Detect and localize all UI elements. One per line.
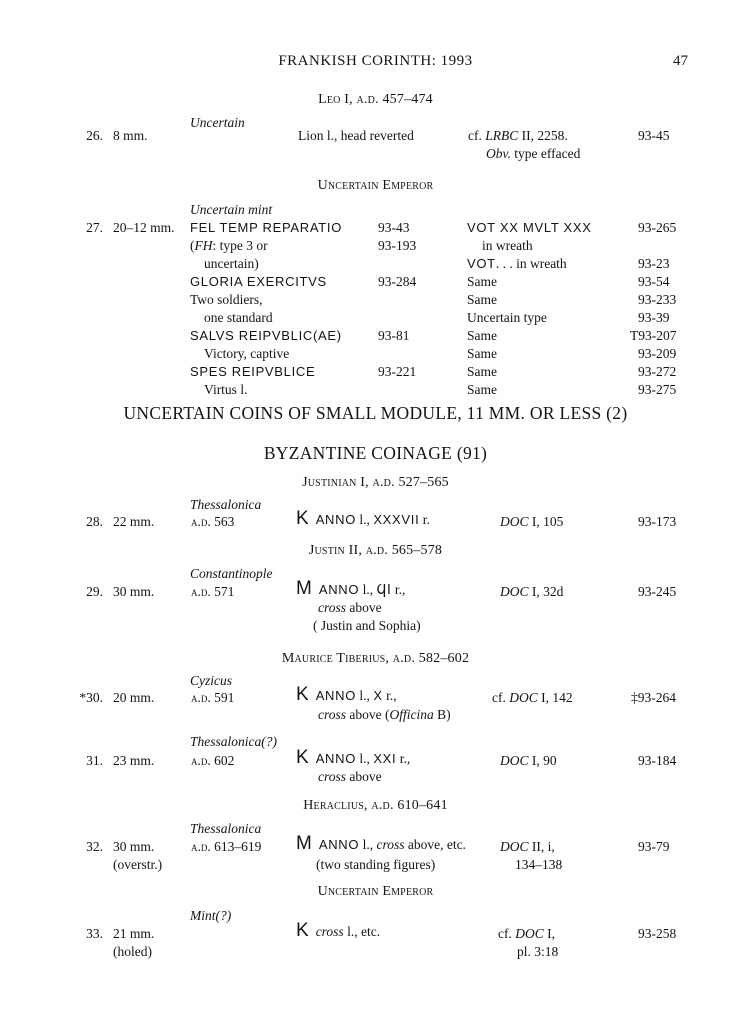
note-text: : type 3 or [212,238,268,253]
note-abbrev: cross [318,600,347,615]
page-number: 47 [673,53,688,69]
legend-text: l., [359,837,377,852]
excavation-number: 93-23 [638,256,670,271]
reverse-description [296,579,405,600]
legend-text: l., [356,512,374,527]
coin-legend: ANNO [318,837,360,852]
entry-number: 26. [86,128,103,143]
reverse-description [296,834,466,854]
obverse-description: Lion l., head reverted [298,128,414,143]
denomination-mark: K [296,920,309,941]
entry-number: 29. [86,584,103,599]
type-note: Two soldiers, [190,292,263,307]
reference-line2: pl. 3:18 [517,944,559,959]
ruler-heading-uncertain-emperor: Uncertain Emperor [317,178,434,193]
catalog-reference [500,514,563,530]
type-note: Victory, captive [204,346,290,361]
coin-legend: SALVS REIPVBLIC(AE) [190,328,342,343]
ruler-heading-justin-ii: Justin II, a.d. 565–578 [308,543,443,558]
reference-abbrev: DOC [500,514,529,529]
type-note: Virtus l. [204,382,248,397]
note-text: . . . in wreath [495,256,567,271]
catalog-reference [500,839,555,855]
note-abbrev: FH [194,238,213,253]
coin-legend: ANNO [315,512,357,527]
excavation-number: 93-265 [638,220,677,235]
reference-prefix: cf. [492,690,510,705]
reference-text: I, 32d [528,584,564,599]
catalog-reference-line2 [486,146,580,162]
coin-size: 21 mm. [113,926,155,941]
coin-size: 30 mm. [113,584,155,599]
excavation-number: 93-45 [638,128,670,143]
excavation-number: 93-54 [638,274,670,289]
reference-text: type effaced [510,146,581,161]
reverse-description [296,509,430,529]
section-heading-byzantine: BYZANTINE COINAGE (91) [263,443,488,463]
note-text: B) [433,707,451,722]
excavation-number: 93-272 [638,364,677,379]
reverse-description: Same [467,328,497,343]
excavation-number: 93-233 [638,292,677,307]
type-note: uncertain) [204,256,259,271]
date-label: a.d. 613–619 [191,839,262,854]
description-line2 [318,707,451,723]
excavation-number: 93-43 [378,220,410,235]
mint-label: Thessalonica [190,821,262,836]
excavation-number: 93-275 [638,382,677,397]
reference-abbrev: DOC [500,753,529,768]
reference-abbrev: DOC [509,690,538,705]
note-text: above [346,600,382,615]
coin-legend: ANNO [315,688,357,703]
excavation-number: 93-184 [638,753,677,768]
note-text: above ( [346,707,390,722]
reverse-description: Same [467,274,497,289]
coin-size-note: (overstr.) [113,857,163,872]
reference-text: I, 105 [528,514,564,529]
running-head-title: FRANKISH CORINTH: 1993 [278,53,473,69]
excavation-number: 93-193 [378,238,417,253]
mint-label: Uncertain [190,115,245,130]
excavation-number: 93-39 [638,310,670,325]
mint-label: Constantinople [190,566,273,581]
ruler-heading-justinian: Justinian I, a.d. 527–565 [302,475,449,490]
note-text: above [346,769,382,784]
reverse-description [296,748,410,768]
reference-text: I, 142 [537,690,573,705]
legend-text: l., [356,751,374,766]
excavation-number: 93-221 [378,364,417,379]
reference-prefix: cf. [468,128,486,143]
reverse-description [467,256,567,272]
excavation-number: 93-245 [638,584,677,599]
ruler-heading-maurice: Maurice Tiberius, a.d. 582–602 [281,651,470,666]
reference-text: I, [543,926,556,941]
coin-size: 30 mm. [113,839,155,854]
reference-abbrev: DOC [515,926,544,941]
legend-text: r., [382,688,397,703]
catalog-reference [500,753,557,769]
note-abbrev: cross [318,707,347,722]
mint-label: Mint(?) [190,908,232,923]
coin-size-note: (holed) [113,944,152,959]
legend-text: above, etc. [404,837,466,852]
denomination-mark: K [296,508,309,529]
excavation-number: 93-258 [638,926,677,941]
regnal-year-numeral: ϤI [376,583,392,598]
section-heading-small-module: UNCERTAIN COINS OF SMALL MODULE, 11 MM. OR LESS (2) [123,403,628,423]
reference-line2: 134–138 [515,857,563,872]
mint-label: Uncertain mint [190,202,273,217]
reverse-description: Same [467,292,497,307]
excavation-number: T93-207 [630,328,677,343]
note-text: ( [190,238,195,253]
reference-abbrev: DOC [500,839,529,854]
mint-label: Thessalonica(?) [190,734,277,749]
mint-label: Thessalonica [190,497,262,512]
reference-text: II, 2258. [518,128,568,143]
reference-abbrev: LRBC [485,128,519,143]
coin-legend: GLORIA EXERCITVS [190,274,327,289]
denomination-mark: K [296,747,309,768]
ruler-heading-leo: Leo I, a.d. 457–474 [318,92,433,107]
coin-legend: SPES REIPVBLICE [190,364,316,379]
note-abbrev: Officina [389,707,434,722]
entry-number: 32. [86,839,103,854]
reverse-description: Same [467,346,497,361]
denomination-mark: M [296,833,312,854]
catalog-reference [500,584,563,600]
denomination-mark: M [296,578,312,599]
regnal-year-numeral: XXXVII [373,512,420,527]
reference-abbrev: Obv. [486,146,511,161]
type-note [190,238,268,254]
coin-size: 23 mm. [113,753,155,768]
legend-text: r., [391,582,406,597]
date-label: a.d. 602 [191,753,235,768]
reverse-description: Uncertain type [467,310,547,325]
note-abbrev: cross [315,924,344,939]
coin-size: 8 mm. [113,128,148,143]
description-line2 [318,769,382,785]
type-note: in wreath [482,238,533,253]
reverse-description [296,921,380,941]
reference-abbrev: DOC [500,584,529,599]
entry-number: 27. [86,220,103,235]
note-abbrev: cross [318,769,347,784]
coin-size: 20 mm. [113,690,155,705]
coin-legend: VOT [467,256,496,271]
entry-number: *30. [79,690,103,705]
reverse-description: Same [467,382,497,397]
legend-text: l., [356,688,374,703]
description-line2: (two standing figures) [316,857,436,872]
description-line2 [318,600,382,616]
reverse-description [296,685,397,705]
note-abbrev: cross [376,837,405,852]
legend-text: l., etc. [343,924,381,939]
excavation-number: 93-284 [378,274,417,289]
entry-number: 33. [86,926,103,941]
coin-size: 22 mm. [113,514,155,529]
reference-text: I, 90 [528,753,557,768]
date-label: a.d. 571 [191,584,235,599]
coin-legend: FEL TEMP REPARATIO [190,220,343,235]
excavation-number: 93-79 [638,839,670,854]
legend-text: r., [396,751,411,766]
reference-prefix: cf. [498,926,516,941]
catalog-reference [498,926,555,942]
date-label: a.d. 563 [191,514,235,529]
excavation-number: ‡93-264 [631,690,676,705]
coin-legend: ANNO [318,582,360,597]
ruler-heading-heraclius: Heraclius, a.d. 610–641 [303,798,448,813]
description-line3: ( Justin and Sophia) [313,618,421,633]
ruler-heading-uncertain-emperor-2: Uncertain Emperor [317,884,434,899]
entry-number: 28. [86,514,103,529]
legend-text: r. [419,512,430,527]
mint-label: Cyzicus [190,673,232,688]
date-label: a.d. 591 [191,690,235,705]
coin-legend: VOT XX MVLT XXX [467,220,592,235]
entry-number: 31. [86,753,103,768]
type-note: one standard [204,310,273,325]
coin-legend: ANNO [315,751,357,766]
regnal-year-numeral: XXI [373,751,397,766]
catalog-reference [492,690,573,706]
excavation-number: 93-81 [378,328,410,343]
legend-text: l., [359,582,377,597]
reference-text: II, i, [528,839,555,854]
coin-size: 20–12 mm. [113,220,175,235]
excavation-number: 93-173 [638,514,677,529]
excavation-number: 93-209 [638,346,677,361]
regnal-year-numeral: X [373,688,383,703]
denomination-mark: K [296,684,309,705]
reverse-description: Same [467,364,497,379]
catalog-reference [468,128,568,144]
